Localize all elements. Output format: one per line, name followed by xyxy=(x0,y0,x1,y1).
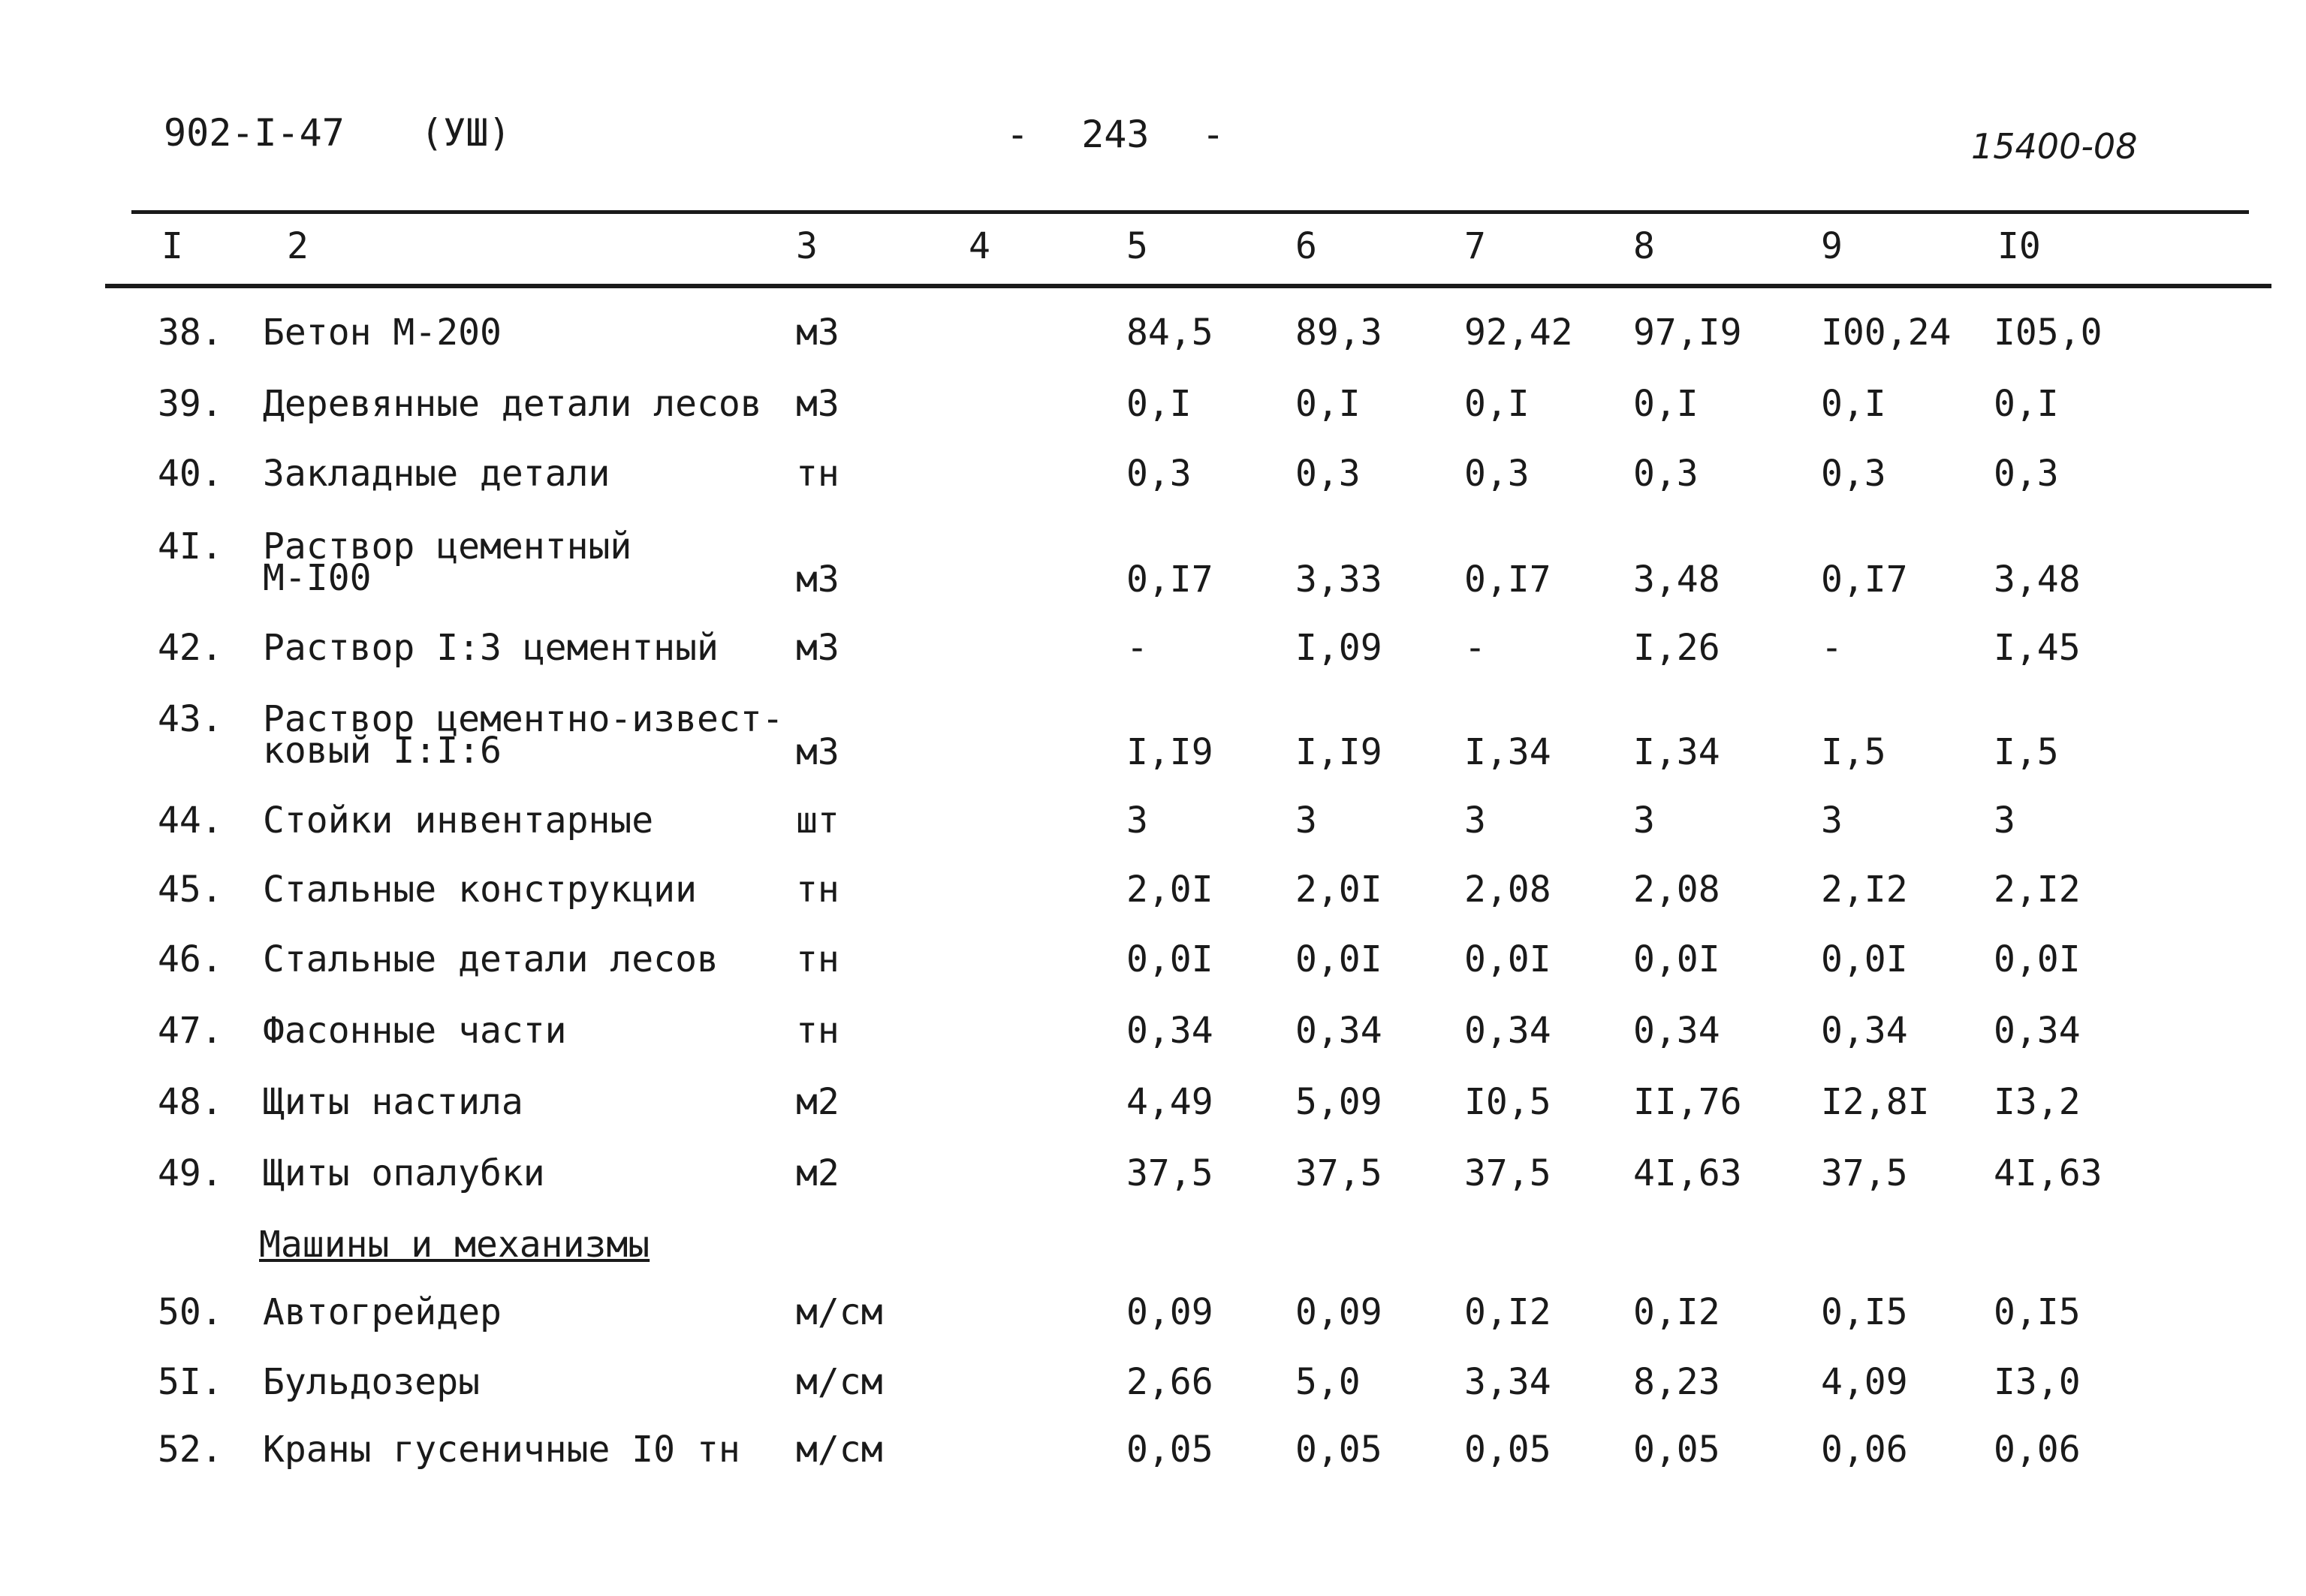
material-name: Щиты опалубки xyxy=(263,1152,545,1194)
value-col-10: 0,34 xyxy=(1994,1010,2081,1052)
value-col-10: 0,3 xyxy=(1994,453,2059,495)
value-col-8: I,34 xyxy=(1633,731,1720,773)
material-name: Раствор цементный xyxy=(263,525,632,568)
value-col-7: 3,34 xyxy=(1464,1361,1551,1403)
unit: м3 xyxy=(796,383,840,425)
value-col-9: I2,8I xyxy=(1821,1081,1930,1123)
value-col-10: 0,06 xyxy=(1994,1429,2081,1471)
row-number: 47. xyxy=(158,1010,223,1052)
value-col-8: 2,08 xyxy=(1633,869,1720,911)
column-number: 7 xyxy=(1464,225,1486,267)
value-col-5: 0,05 xyxy=(1126,1429,1213,1471)
value-col-9: I00,24 xyxy=(1821,312,1952,354)
value-col-5: 0,34 xyxy=(1126,1010,1213,1052)
value-col-8: 97,I9 xyxy=(1633,312,1742,354)
document-suffix: (УШ) xyxy=(421,111,511,155)
value-col-9: - xyxy=(1821,627,1843,669)
row-number: 39. xyxy=(158,383,223,425)
value-col-6: 3 xyxy=(1295,800,1317,842)
unit: тн xyxy=(796,1010,840,1052)
unit: м2 xyxy=(796,1152,840,1194)
value-col-8: 0,I xyxy=(1633,383,1699,425)
column-number: 2 xyxy=(287,225,309,267)
row-number: 40. xyxy=(158,453,223,495)
material-name: Фасонные части xyxy=(263,1010,567,1052)
value-col-10: 3,48 xyxy=(1994,559,2081,601)
value-col-5: 4,49 xyxy=(1126,1081,1213,1123)
unit: м3 xyxy=(796,312,840,354)
value-col-10: I3,0 xyxy=(1994,1361,2081,1403)
value-col-5: - xyxy=(1126,627,1148,669)
row-number: 45. xyxy=(158,869,223,911)
material-name: Краны гусеничные I0 тн xyxy=(263,1429,740,1471)
row-number: 42. xyxy=(158,627,223,669)
unit: тн xyxy=(796,938,840,980)
value-col-8: 3 xyxy=(1633,800,1655,842)
column-number: 4 xyxy=(969,225,990,267)
header-rule xyxy=(105,284,2271,288)
value-col-7: 0,I2 xyxy=(1464,1291,1551,1333)
unit: шт xyxy=(796,800,840,842)
column-number: 8 xyxy=(1633,225,1655,267)
value-col-10: 2,I2 xyxy=(1994,869,2081,911)
value-col-5: I,I9 xyxy=(1126,731,1213,773)
value-col-7: 2,08 xyxy=(1464,869,1551,911)
value-col-7: 0,I7 xyxy=(1464,559,1551,601)
row-number: 52. xyxy=(158,1429,223,1471)
value-col-7: 92,42 xyxy=(1464,312,1573,354)
value-col-9: 0,I xyxy=(1821,383,1886,425)
value-col-8: 0,34 xyxy=(1633,1010,1720,1052)
row-number: 44. xyxy=(158,800,223,842)
value-col-5: 0,09 xyxy=(1126,1291,1213,1333)
value-col-8: I,26 xyxy=(1633,627,1720,669)
material-name: Стальные детали лесов xyxy=(263,938,719,980)
value-col-5: 3 xyxy=(1126,800,1148,842)
value-col-9: 4,09 xyxy=(1821,1361,1908,1403)
material-name: Щиты настила xyxy=(263,1081,523,1123)
value-col-8: 3,48 xyxy=(1633,559,1720,601)
column-number: 6 xyxy=(1295,225,1317,267)
value-col-5: 37,5 xyxy=(1126,1152,1213,1194)
material-name: Стойки инвентарные xyxy=(263,800,654,842)
value-col-7: 0,I xyxy=(1464,383,1530,425)
value-col-6: 0,0I xyxy=(1295,938,1382,980)
value-col-6: 0,34 xyxy=(1295,1010,1382,1052)
row-number: 48. xyxy=(158,1081,223,1123)
value-col-9: 0,06 xyxy=(1821,1429,1908,1471)
value-col-5: 0,I xyxy=(1126,383,1192,425)
material-name: Раствор цементно-извест- xyxy=(263,698,784,740)
value-col-10: I,5 xyxy=(1994,731,2059,773)
value-col-10: 4I,63 xyxy=(1994,1152,2103,1194)
row-number: 50. xyxy=(158,1291,223,1333)
value-col-8: II,76 xyxy=(1633,1081,1742,1123)
material-name-cont: М-I00 xyxy=(263,557,372,599)
column-number: 3 xyxy=(796,225,818,267)
unit: м/см xyxy=(796,1361,883,1403)
value-col-7: 0,34 xyxy=(1464,1010,1551,1052)
unit: м3 xyxy=(796,731,840,773)
row-number: 4I. xyxy=(158,525,223,568)
value-col-7: 0,05 xyxy=(1464,1429,1551,1471)
section-heading: Машины и механизмы xyxy=(259,1224,650,1266)
value-col-9: 0,I7 xyxy=(1821,559,1908,601)
value-col-5: 2,66 xyxy=(1126,1361,1213,1403)
value-col-8: 4I,63 xyxy=(1633,1152,1742,1194)
row-number: 49. xyxy=(158,1152,223,1194)
value-col-10: 3 xyxy=(1994,800,2015,842)
value-col-6: 5,0 xyxy=(1295,1361,1361,1403)
value-col-9: 0,0I xyxy=(1821,938,1908,980)
value-col-6: 0,09 xyxy=(1295,1291,1382,1333)
value-col-6: I,09 xyxy=(1295,627,1382,669)
value-col-8: 0,I2 xyxy=(1633,1291,1720,1333)
column-number: 9 xyxy=(1821,225,1843,267)
material-name: Автогрейдер xyxy=(263,1291,502,1333)
value-col-7: I0,5 xyxy=(1464,1081,1551,1123)
unit: м2 xyxy=(796,1081,840,1123)
value-col-9: 3 xyxy=(1821,800,1843,842)
material-name: Раствор I:3 цементный xyxy=(263,627,719,669)
value-col-10: 0,0I xyxy=(1994,938,2081,980)
top-rule xyxy=(131,210,2249,214)
value-col-6: 2,0I xyxy=(1295,869,1382,911)
value-col-10: 0,I xyxy=(1994,383,2059,425)
value-col-10: I,45 xyxy=(1994,627,2081,669)
value-col-6: 0,05 xyxy=(1295,1429,1382,1471)
column-number: 5 xyxy=(1126,225,1148,267)
value-col-10: 0,I5 xyxy=(1994,1291,2081,1333)
material-name: Закладные детали xyxy=(263,453,610,495)
row-number: 5I. xyxy=(158,1361,223,1403)
value-col-5: 84,5 xyxy=(1126,312,1213,354)
material-name: Бетон М-200 xyxy=(263,312,502,354)
page-number: - 243 - xyxy=(1006,113,1225,156)
value-col-9: 37,5 xyxy=(1821,1152,1908,1194)
material-name: Стальные конструкции xyxy=(263,869,697,911)
material-name-cont: ковый I:I:6 xyxy=(263,730,502,772)
value-col-6: 3,33 xyxy=(1295,559,1382,601)
value-col-8: 0,0I xyxy=(1633,938,1720,980)
value-col-5: 0,3 xyxy=(1126,453,1192,495)
column-number: I0 xyxy=(1997,225,2041,267)
unit: м3 xyxy=(796,559,840,601)
value-col-6: 37,5 xyxy=(1295,1152,1382,1194)
value-col-5: 0,0I xyxy=(1126,938,1213,980)
value-col-7: 3 xyxy=(1464,800,1486,842)
material-name: Деревянные детали лесов xyxy=(263,383,762,425)
row-number: 38. xyxy=(158,312,223,354)
value-col-7: 37,5 xyxy=(1464,1152,1551,1194)
value-col-6: I,I9 xyxy=(1295,731,1382,773)
value-col-9: 0,34 xyxy=(1821,1010,1908,1052)
value-col-7: 0,3 xyxy=(1464,453,1530,495)
unit: м/см xyxy=(796,1291,883,1333)
value-col-5: 2,0I xyxy=(1126,869,1213,911)
value-col-6: 89,3 xyxy=(1295,312,1382,354)
value-col-8: 8,23 xyxy=(1633,1361,1720,1403)
value-col-9: 0,3 xyxy=(1821,453,1886,495)
value-col-5: 0,I7 xyxy=(1126,559,1213,601)
value-col-9: I,5 xyxy=(1821,731,1886,773)
unit: м/см xyxy=(796,1429,883,1471)
unit: тн xyxy=(796,453,840,495)
value-col-10: I3,2 xyxy=(1994,1081,2081,1123)
value-col-9: 0,I5 xyxy=(1821,1291,1908,1333)
value-col-6: 5,09 xyxy=(1295,1081,1382,1123)
value-col-6: 0,3 xyxy=(1295,453,1361,495)
unit: м3 xyxy=(796,627,840,669)
value-col-10: I05,0 xyxy=(1994,312,2103,354)
unit: тн xyxy=(796,869,840,911)
value-col-9: 2,I2 xyxy=(1821,869,1908,911)
material-name: Бульдозеры xyxy=(263,1361,480,1403)
value-col-7: - xyxy=(1464,627,1486,669)
value-col-7: I,34 xyxy=(1464,731,1551,773)
row-number: 46. xyxy=(158,938,223,980)
inventory-stamp: 15400-08 xyxy=(1971,126,2138,167)
column-number: I xyxy=(161,225,183,267)
value-col-7: 0,0I xyxy=(1464,938,1551,980)
value-col-6: 0,I xyxy=(1295,383,1361,425)
value-col-8: 0,05 xyxy=(1633,1429,1720,1471)
row-number: 43. xyxy=(158,698,223,740)
value-col-8: 0,3 xyxy=(1633,453,1699,495)
document-code: 902-I-47 xyxy=(164,111,345,155)
